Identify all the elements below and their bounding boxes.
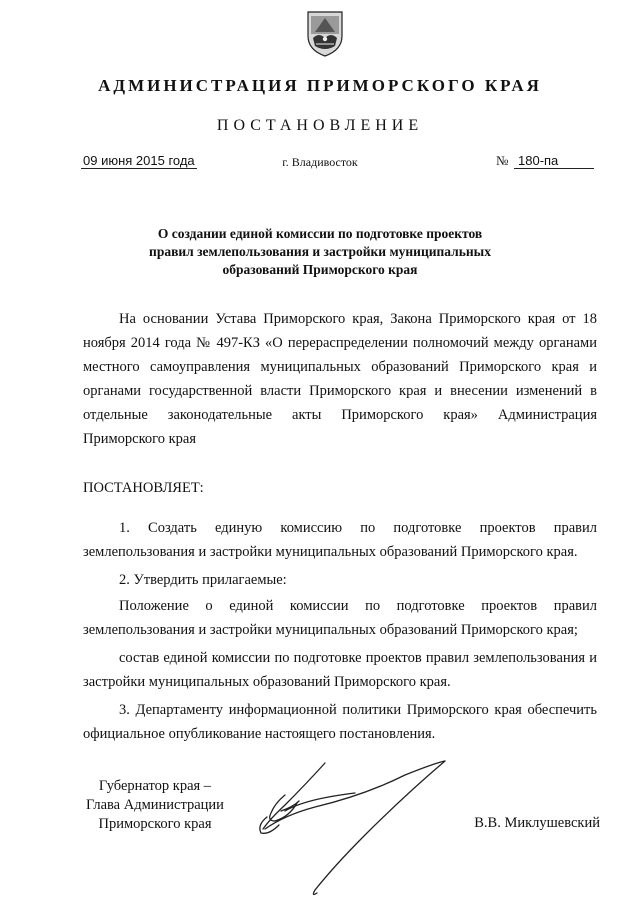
signer-position-line: Глава Администрации — [86, 797, 224, 813]
decree-item-2: 2. Утвердить прилагаемые: — [119, 572, 287, 588]
coat-of-arms-icon — [305, 8, 345, 58]
document-title — [100, 225, 540, 279]
title-line: правил землепользования и застройки муниципальных — [149, 244, 491, 259]
signer-name: В.В. Миклушевский — [474, 815, 600, 831]
document-date: 09 июня 2015 года — [83, 153, 195, 168]
title-line: О создании единой комиссии по подготовке проектов — [157, 226, 483, 241]
preamble-paragraph: На основании Устава Приморского края, Закона Приморского края от 18 ноября 2014 года № 497-КЗ «О перераспределении полномочий между органами местного самоуправления муниципальных образований Приморского края и органами государственной власти Приморского края и внесении изменений в отдельные законодательные акты Приморского края» Администрация Приморского края — [83, 311, 597, 447]
decree-item-1: 1. Создать единую комиссию по подготовке проектов правил землепользования и застройки муниципальных образований Приморского края. — [83, 520, 597, 560]
decree-item-3: 3. Департаменту информационной политики Приморского края обеспечить официальное опубликование настоящего постановления. — [83, 702, 597, 742]
document-type: ПОСТАНОВЛЕНИЕ — [216, 117, 424, 134]
document-city: г. Владивосток — [282, 155, 358, 169]
decree-item-2a: Положение о единой комиссии по подготовке проектов правил землепользования и застройки муниципальных образований Приморского края; — [83, 598, 597, 638]
number-label: № — [496, 153, 509, 168]
signer-position-line: Приморского края — [98, 816, 212, 832]
organization-name: АДМИНИСТРАЦИЯ ПРИМОРСКОГО КРАЯ — [98, 76, 542, 95]
title-line: образований Приморского края — [222, 262, 418, 277]
signer-position — [60, 777, 250, 834]
signer-position-line: Губернатор края – — [98, 778, 212, 794]
decree-word: ПОСТАНОВЛЯЕТ: — [83, 480, 204, 496]
document-number: 180-па — [514, 153, 594, 169]
decree-item-2b: состав единой комиссии по подготовке проектов правил землепользования и застройки муниципальных образований Приморского края. — [83, 650, 597, 690]
